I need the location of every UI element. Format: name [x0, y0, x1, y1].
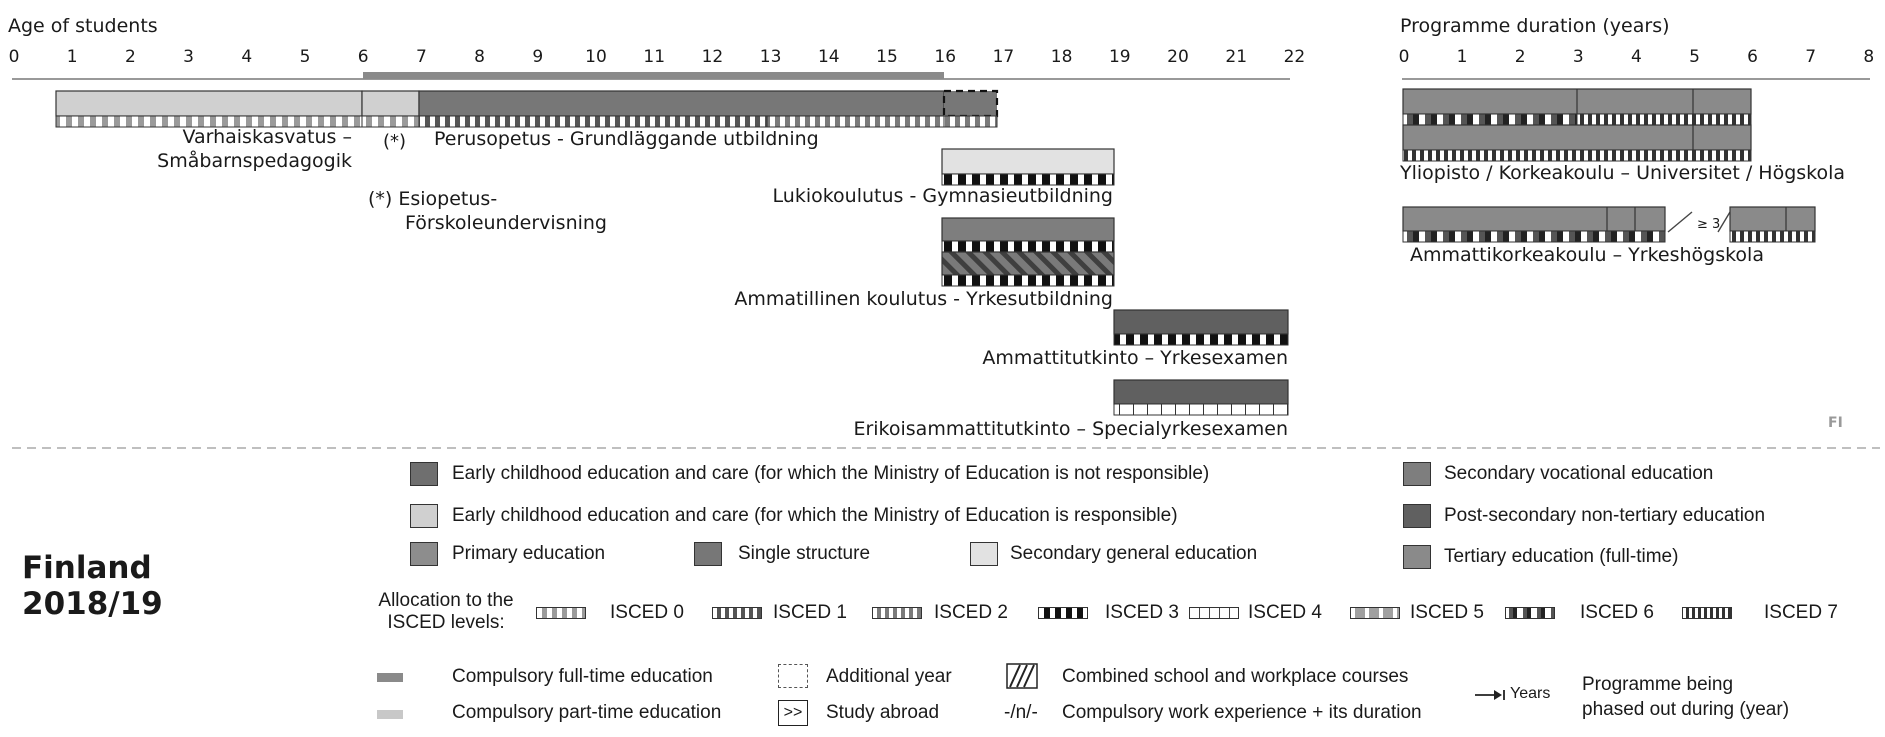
legend-symbol-work-experience: -/n/- — [1004, 702, 1038, 723]
specialist-vocational-isced4-strip — [1114, 404, 1288, 415]
vocational-bar — [942, 218, 1114, 241]
legend-swatch-combined-courses — [1006, 663, 1038, 689]
uas-master-isced7-strip — [1730, 231, 1815, 242]
legend-swatch-ecec-not-ministry — [410, 462, 438, 486]
work-experience-duration: ≥ 3 — [1697, 217, 1721, 232]
upper-general-isced3-strip — [942, 174, 1114, 185]
uas-bachelor-bar — [1403, 207, 1665, 231]
legend-work-experience: Compulsory work experience + its duration — [1062, 702, 1422, 723]
basic-isced1-strip — [419, 116, 767, 127]
further-vocational-isced3-strip — [1114, 334, 1288, 345]
work-exp-slash-left — [1668, 212, 1692, 232]
legend-compulsory-full: Compulsory full-time education — [452, 666, 713, 687]
legend-swatch-tertiary — [1403, 545, 1431, 569]
isced5-swatch — [1350, 607, 1400, 619]
ecec-bar — [56, 91, 362, 116]
specialist-vocational-label: Erikoisammattitutkinto – Specialyrkesexamen — [853, 418, 1288, 440]
duration-tick-6: 6 — [1747, 47, 1759, 67]
legend-ecec-ministry: Early childhood education and care (for which the Ministry of Education is responsible) — [452, 505, 1178, 526]
basic-isced2-strip — [767, 116, 944, 127]
reference-year: 2018/19 — [22, 586, 163, 622]
legend-swatch-single-structure — [694, 542, 722, 566]
further-vocational-bar — [1114, 310, 1288, 334]
legend-swatch-post-secondary — [1403, 504, 1431, 528]
university-label: Yliopisto / Korkeakoulu – Universitet / Högskola — [1400, 162, 1846, 184]
isced1-swatch — [712, 607, 762, 619]
age-tick-11: 11 — [643, 47, 666, 67]
duration-tick-labels — [1399, 47, 1875, 67]
allocation-title-line2: ISCED levels: — [387, 612, 505, 633]
isced2-swatch — [872, 607, 922, 619]
country-name: Finland — [22, 550, 152, 586]
duration-tick-7: 7 — [1805, 47, 1817, 67]
ecec-label-line1: Varhaiskasvatus – — [182, 126, 352, 148]
age-axis-title: Age of students — [8, 15, 158, 37]
age-tick-5: 5 — [299, 47, 311, 67]
university-long-isced7-strip — [1403, 150, 1751, 161]
isced3-label: ISCED 3 — [1105, 602, 1179, 623]
university-long-bar — [1403, 125, 1751, 150]
upper-general-bar — [942, 149, 1114, 174]
ecec-label-line2: Småbarnspedagogik — [157, 150, 352, 172]
legend-study-abroad: Study abroad — [826, 702, 940, 723]
preschool-isced0-strip — [362, 116, 419, 127]
isced0-label: ISCED 0 — [610, 602, 684, 623]
age-tick-9: 9 — [532, 47, 544, 67]
age-tick-8: 8 — [474, 47, 486, 67]
vocational-combined-courses — [942, 252, 1114, 275]
isced1-label: ISCED 1 — [773, 602, 847, 623]
preschool-marker: (*) — [383, 131, 407, 152]
legend-swatch-secondary-vocational — [1403, 462, 1431, 486]
further-vocational-label: Ammattitutkinto – Yrkesexamen — [982, 347, 1288, 369]
legend-swatch-additional-year — [778, 664, 808, 688]
legend-swatch-compulsory-part — [377, 710, 403, 719]
legend-swatch-secondary-general — [970, 542, 998, 566]
additional-year-bar — [944, 91, 997, 116]
vocational-isced3-strip-bottom — [942, 275, 1114, 286]
legend-additional-year: Additional year — [826, 666, 952, 687]
duration-axis-title: Programme duration (years) — [1400, 15, 1670, 37]
age-tick-17: 17 — [992, 47, 1015, 67]
legend-post-secondary: Post-secondary non-tertiary education — [1444, 505, 1766, 526]
age-tick-0: 0 — [8, 47, 20, 67]
age-tick-15: 15 — [876, 47, 898, 67]
duration-tick-3: 3 — [1572, 47, 1584, 67]
legend-tertiary: Tertiary education (full-time) — [1444, 546, 1679, 567]
legend-ecec-not-ministry: Early childhood education and care (for which the Ministry of Education is not responsible) — [452, 463, 1210, 484]
legend-primary: Primary education — [452, 543, 606, 564]
compulsory-education-band — [363, 72, 944, 79]
specialist-vocational-bar — [1114, 380, 1288, 404]
vocational-label: Ammatillinen koulutus - Yrkesutbildning — [734, 288, 1113, 310]
age-tick-4: 4 — [241, 47, 253, 67]
university-isced7-strip — [1577, 114, 1751, 125]
isced4-swatch — [1189, 607, 1239, 619]
age-tick-10: 10 — [585, 47, 607, 67]
duration-tick-5: 5 — [1689, 47, 1700, 67]
preschool-note-line1: (*) Esiopetus- — [368, 188, 498, 210]
legend-phased-out-line2: phased out during (year) — [1582, 699, 1790, 720]
age-tick-22: 22 — [1283, 47, 1306, 67]
duration-tick-2: 2 — [1514, 47, 1526, 67]
legend-swatch-primary — [410, 542, 438, 566]
isced0-swatch — [536, 607, 586, 619]
age-tick-18: 18 — [1050, 47, 1073, 67]
uas-isced6-strip — [1403, 231, 1665, 242]
country-code: FI — [1828, 415, 1843, 431]
legend-single-structure: Single structure — [738, 543, 871, 564]
age-tick-1: 1 — [66, 47, 78, 67]
duration-tick-0: 0 — [1398, 47, 1410, 67]
isced3-swatch — [1038, 607, 1088, 619]
isced7-swatch — [1682, 607, 1732, 619]
isced2-label: ISCED 2 — [934, 602, 1008, 623]
age-tick-13: 13 — [759, 47, 782, 67]
age-tick-21: 21 — [1225, 47, 1248, 67]
age-tick-19: 19 — [1108, 47, 1131, 67]
legend-combined-courses: Combined school and workplace courses — [1062, 666, 1409, 687]
duration-tick-4: 4 — [1630, 47, 1642, 67]
legend-swatch-ecec-ministry — [410, 504, 438, 528]
university-isced6-strip — [1403, 114, 1577, 125]
legend-secondary-general: Secondary general education — [1010, 543, 1258, 564]
age-tick-3: 3 — [183, 47, 195, 67]
legend-phased-out-line1: Programme being — [1582, 674, 1734, 695]
uas-master-bar — [1730, 207, 1815, 231]
preschool-note-line2: Förskoleundervisning — [405, 212, 607, 234]
allocation-title-line1: Allocation to the — [378, 590, 514, 611]
uas-label: Ammattikorkeakoulu – Yrkeshögskola — [1410, 244, 1764, 266]
legend-compulsory-part: Compulsory part-time education — [452, 702, 722, 723]
upper-general-label: Lukiokoulutus - Gymnasieutbildning — [772, 185, 1113, 207]
basic-education-bar — [419, 91, 944, 116]
legend-swatch-compulsory-full — [377, 673, 403, 682]
basic-education-label: Perusopetus - Grundläggande utbildning — [434, 128, 819, 150]
age-tick-labels — [9, 47, 1306, 67]
legend-secondary-vocational: Secondary vocational education — [1444, 463, 1714, 484]
duration-tick-8: 8 — [1863, 47, 1875, 67]
age-tick-16: 16 — [934, 47, 957, 67]
allocation-title — [371, 590, 521, 634]
isced4-label: ISCED 4 — [1248, 602, 1322, 623]
preschool-bar — [362, 91, 419, 116]
legend-years-label: Years — [1510, 685, 1551, 702]
vocational-isced3-strip-top — [942, 241, 1114, 252]
age-tick-6: 6 — [357, 47, 369, 67]
age-tick-14: 14 — [817, 47, 840, 67]
isced6-swatch — [1505, 607, 1555, 619]
isced7-label: ISCED 7 — [1764, 602, 1838, 623]
isced5-label: ISCED 5 — [1410, 602, 1484, 623]
duration-tick-1: 1 — [1456, 47, 1468, 67]
age-tick-12: 12 — [701, 47, 724, 67]
age-tick-7: 7 — [415, 47, 427, 67]
arrow-bar-icon — [1474, 687, 1506, 703]
age-tick-20: 20 — [1167, 47, 1189, 67]
additional-year-strip — [944, 116, 997, 127]
legend-phased-out — [1582, 672, 1789, 722]
isced6-label: ISCED 6 — [1580, 602, 1654, 623]
age-tick-2: 2 — [124, 47, 136, 67]
legend-symbol-study-abroad: >> — [778, 700, 808, 726]
